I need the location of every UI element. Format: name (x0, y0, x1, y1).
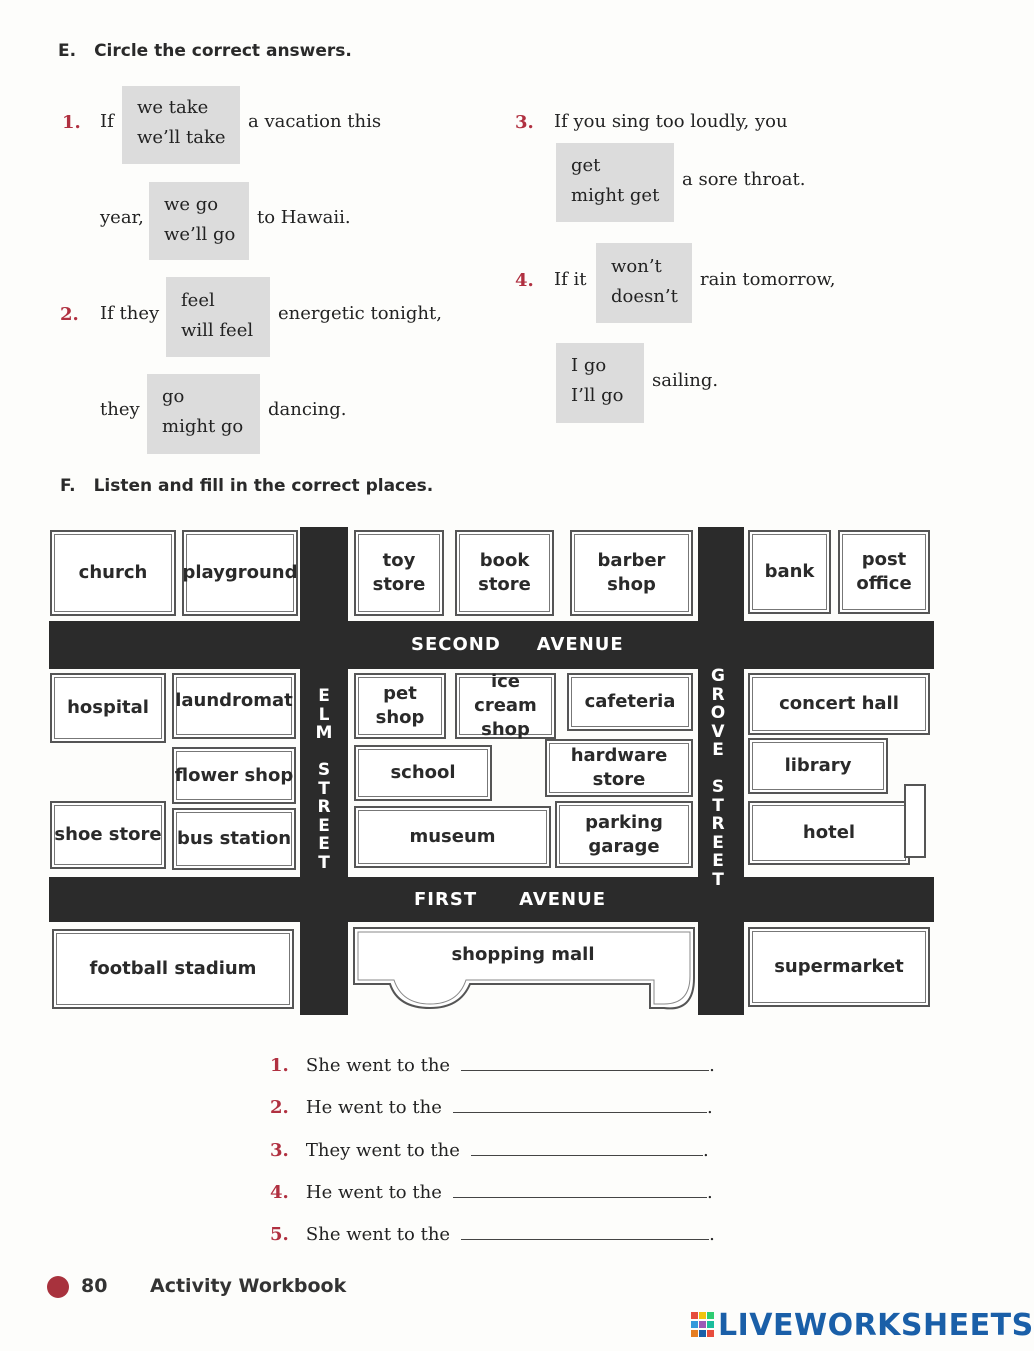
q4-number: 4. (515, 270, 534, 291)
building-shopping-mall-outline (350, 924, 700, 1016)
f-question-2: 2. He went to the . (270, 1094, 713, 1118)
q1-text-before-2: year, (100, 207, 144, 228)
section-f-title: F. Listen and fill in the correct places. (60, 476, 434, 496)
q2-option-d[interactable]: might go (162, 416, 244, 437)
q1-choice-box-1[interactable] (122, 86, 240, 164)
q1-number: 1. (62, 112, 81, 133)
building-book-store[interactable]: book store (455, 530, 554, 616)
q1-option-b[interactable]: we’ll take (137, 127, 226, 148)
first-avenue-label: FIRST AVENUE (414, 889, 607, 910)
page-number: 80 (81, 1275, 108, 1297)
q2-option-b[interactable]: will feel (181, 320, 254, 341)
answer-blank-5[interactable] (461, 1221, 709, 1240)
q4-option-d[interactable]: I’ll go (571, 385, 624, 406)
q2-option-c[interactable]: go (162, 386, 185, 407)
building-shoe-store[interactable]: shoe store (50, 801, 166, 869)
liveworksheets-watermark: LIVEWORKSHEETS (718, 1308, 1034, 1343)
q1-text-after-2: to Hawaii. (257, 207, 351, 228)
q2-text-after-2: dancing. (268, 399, 347, 420)
building-hardware-store[interactable]: hardware store (545, 739, 693, 797)
q2-option-a[interactable]: feel (181, 290, 215, 311)
q4-choice-box-1[interactable] (596, 243, 692, 323)
building-post-office[interactable]: post office (838, 530, 930, 614)
building-toy-store[interactable]: toy store (354, 530, 444, 616)
building-shopping-mall[interactable]: shopping mall (451, 944, 595, 965)
q2-number: 2. (60, 304, 79, 325)
q1-text-after: a vacation this (248, 111, 382, 132)
book-title: Activity Workbook (150, 1275, 347, 1297)
q3-choice-box[interactable] (556, 143, 674, 222)
q3-text-after: a sore throat. (682, 169, 806, 190)
building-bus-station[interactable]: bus station (172, 808, 296, 870)
f-question-1: 1. She went to the . (270, 1052, 715, 1076)
liveworksheets-logo-icon (691, 1312, 715, 1338)
grove-street-label: G R O V E S T R E E T (710, 666, 726, 890)
q1-choice-box-2[interactable] (149, 182, 249, 260)
answer-blank-4[interactable] (453, 1179, 707, 1198)
building-football-stadium[interactable]: football stadium (52, 929, 294, 1009)
section-e-title: E. Circle the correct answers. (58, 41, 352, 61)
building-laundromat[interactable]: laundromat (172, 673, 296, 739)
q2-text-after: energetic tonight, (278, 303, 442, 324)
building-hospital[interactable]: hospital (50, 673, 166, 743)
building-parking-garage[interactable]: parking garage (555, 801, 693, 868)
q2-text-before: If they (100, 303, 160, 324)
answer-blank-2[interactable] (453, 1094, 707, 1113)
building-pet-shop[interactable]: pet shop (354, 673, 446, 739)
q1-option-c[interactable]: we go (164, 194, 219, 215)
f-question-5: 5. She went to the . (270, 1221, 715, 1245)
building-school[interactable]: school (354, 745, 492, 801)
building-church[interactable]: church (50, 530, 176, 616)
q1-option-a[interactable]: we take (137, 97, 209, 118)
building-cafeteria[interactable]: cafeteria (567, 673, 693, 731)
hotel-wing (904, 784, 926, 858)
q1-option-d[interactable]: we’ll go (164, 224, 236, 245)
q4-option-a[interactable]: won’t (611, 256, 662, 277)
elm-street-label: E L M S T R E E T (315, 686, 333, 873)
building-supermarket[interactable]: supermarket (748, 927, 930, 1007)
q3-text-before: If you sing too loudly, you (554, 111, 788, 132)
building-museum[interactable]: museum (354, 806, 551, 868)
building-hotel[interactable]: hotel (748, 801, 910, 865)
q4-option-b[interactable]: doesn’t (611, 286, 678, 307)
building-bank[interactable]: bank (748, 530, 831, 614)
q1-text-before: If (100, 111, 114, 132)
f-question-3: 3. They went to the . (270, 1137, 709, 1161)
q4-text-after-2: sailing. (652, 370, 719, 391)
q4-text-after: rain tomorrow, (700, 269, 836, 290)
q4-option-c[interactable]: I go (571, 355, 607, 376)
second-avenue-label: SECOND AVENUE (411, 634, 624, 655)
q3-option-b[interactable]: might get (571, 185, 660, 206)
answer-blank-1[interactable] (461, 1052, 709, 1071)
building-flower-shop[interactable]: flower shop (172, 747, 296, 804)
q4-choice-box-2[interactable] (556, 343, 644, 423)
q2-choice-box-2[interactable] (147, 374, 260, 454)
q2-text-before-2: they (100, 399, 140, 420)
q3-option-a[interactable]: get (571, 155, 601, 176)
answer-blank-3[interactable] (471, 1137, 703, 1156)
building-barber-shop[interactable]: barber shop (570, 530, 693, 616)
q2-choice-box-1[interactable] (166, 277, 270, 357)
building-playground[interactable]: playground (182, 530, 298, 616)
building-concert-hall[interactable]: concert hall (748, 673, 930, 735)
building-library[interactable]: library (748, 738, 888, 794)
q4-text-before: If it (554, 269, 587, 290)
building-ice-cream-shop[interactable]: ice cream shop (455, 673, 556, 739)
q3-number: 3. (515, 112, 534, 133)
f-question-4: 4. He went to the . (270, 1179, 713, 1203)
page-marker-icon (47, 1276, 69, 1298)
